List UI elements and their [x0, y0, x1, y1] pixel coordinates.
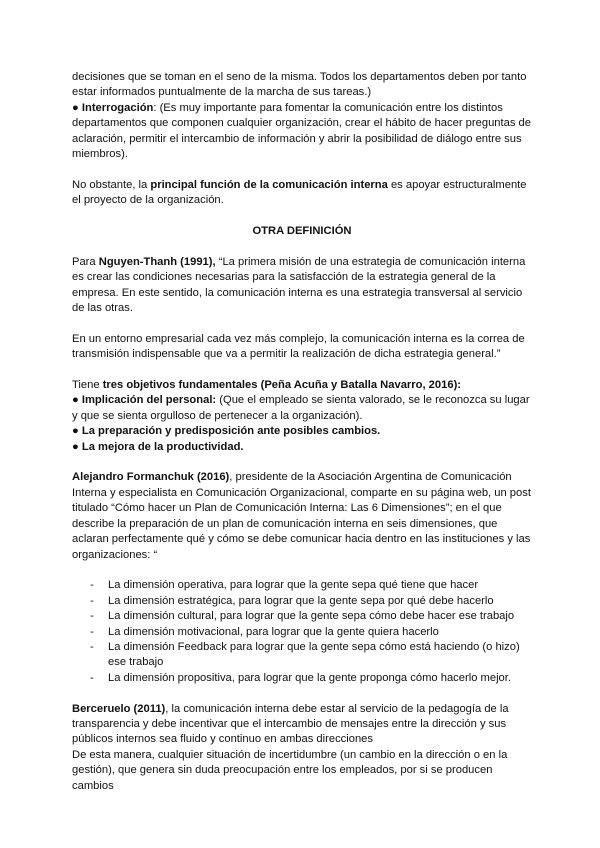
formanchuk-paragraph	[72, 470, 532, 562]
intro-continuation: decisiones que se toman en el seno de la misma. Todos los departamentos deben por tanto estar informados puntualmente de la marcha de sus tareas.)	[72, 71, 527, 99]
berceruelo-text: , la comunicación interna debe estar al servicio de la pedagogía de la transparencia y debe incentivar que el intercambio de mensajes entre la dirección y sus públicos internos sea fluido y continuo en ambas direcciones	[72, 702, 509, 746]
dimensiones-list	[72, 578, 532, 686]
document-page	[72, 70, 532, 794]
formanchuk-text: , presidente de la Asociación Argentina de Comunicación Interna y especialista en Comunicación Organizacional, comparte en su página web, un post titulado “Cómo hacer un Plan de Comunicación Interna: Las 6 Dimensiones”; en el que describe la preparación de un plan de comunicación interna en seis dimensiones, que aclaran perfectamente qué y cómo se debe comunicar hacia dentro en las instituciones y las organizaciones: “	[72, 471, 531, 561]
objetivo-item-3	[72, 440, 532, 455]
dash-icon: -	[90, 671, 94, 684]
noobstante-pre: No obstante, la	[72, 178, 151, 191]
objetivo-2-text: La preparación y predisposición ante posibles cambios.	[81, 425, 381, 438]
dash-icon: -	[90, 594, 94, 607]
list-item	[72, 625, 532, 640]
objetivo-1-text: (Que el empleado se sienta valorado, se le reconozca su lugar y que se sienta orgulloso de pertenecer a la organización).	[72, 394, 530, 422]
objetivos-pre: Tiene	[72, 379, 103, 392]
noobstante-bold: principal función de la comunicación interna	[150, 178, 388, 191]
bullet-icon: ●	[72, 101, 79, 114]
list-item	[72, 640, 532, 671]
objetivo-3-text: La mejora de la productividad.	[81, 440, 244, 453]
objetivo-1-label: Implicación del personal:	[81, 394, 217, 407]
nguyen-paragraph	[72, 255, 532, 317]
dimension-text: La dimensión Feedback para lograr que la gente sepa cómo está haciendo (o hizo) ese trabajo	[108, 640, 520, 669]
nguyen-pre: Para	[72, 255, 99, 268]
objetivos-bold: tres objetivos fundamentales (Peña Acuña y Batalla Navarro, 2016):	[102, 379, 462, 392]
list-item	[72, 609, 532, 624]
noobstante-post: es apoyar estructuralmente el proyecto de la organización.	[72, 178, 527, 207]
dimension-text: La dimensión propositiva, para lograr que la gente proponga cómo hacerlo mejor.	[108, 671, 511, 684]
objetivos-intro	[72, 378, 532, 393]
bullet-icon: ●	[72, 425, 79, 438]
dash-icon: -	[90, 625, 94, 638]
dimension-text: La dimensión motivacional, para lograr que la gente quiera hacerlo	[108, 625, 439, 638]
formanchuk-bold: Alejandro Formanchuk (2016)	[72, 471, 230, 484]
berceruelo-paragraph-2: De esta manera, cualquier situación de incertidumbre (un cambio en la dirección o en la gestión), que genera sin duda preocupación entre los empleados, por si se producen cambios	[72, 748, 508, 792]
dimension-text: La dimensión operativa, para lograr que la gente sepa qué tiene que hacer	[108, 579, 479, 592]
objetivo-item-1	[72, 393, 532, 424]
berceruelo-paragraph	[72, 702, 532, 748]
interrogacion-label: Interrogación	[81, 101, 154, 114]
dash-icon: -	[90, 610, 94, 623]
entorno-paragraph: En un entorno empresarial cada vez más complejo, la comunicación interna es la correa de transmisión indispensable que va a permitir la realización de dicha estrategia general.”	[72, 332, 525, 361]
interrogacion-bullet	[72, 101, 532, 163]
section-heading: OTRA DEFINICIÓN	[252, 225, 352, 238]
nguyen-bold: Nguyen-Thanh (1991),	[98, 255, 216, 268]
dash-icon: -	[90, 640, 94, 653]
dimension-text: La dimensión cultural, para lograr que la gente sepa cómo debe hacer ese trabajo	[108, 610, 515, 623]
nguyen-quote: “La primera misión de una estrategia de comunicación interna es crear las condiciones necesarias para la satisfacción de la estrategia general de la empresa. En este sentido, la comunicación interna es una estrategia transversal al servicio de las otras.	[72, 255, 526, 315]
noobstante-paragraph	[72, 178, 532, 209]
dimension-text: La dimensión estratégica, para lograr que la gente sepa por qué debe hacerlo	[108, 594, 494, 607]
bullet-icon: ●	[72, 394, 79, 407]
objetivo-item-2	[72, 424, 532, 439]
berceruelo-bold: Berceruelo (2011)	[72, 702, 166, 715]
list-item	[72, 578, 532, 593]
list-item	[72, 594, 532, 609]
bullet-icon: ●	[72, 440, 79, 453]
dash-icon: -	[90, 579, 94, 592]
interrogacion-text: : (Es muy importante para fomentar la comunicación entre los distintos departamentos que componen cualquier organización, crear el hábito de hacer preguntas de aclaración, permitir el intercambio de información y abrir la posibilidad de diálogo entre sus miembros).	[72, 101, 531, 161]
list-item	[72, 671, 532, 686]
